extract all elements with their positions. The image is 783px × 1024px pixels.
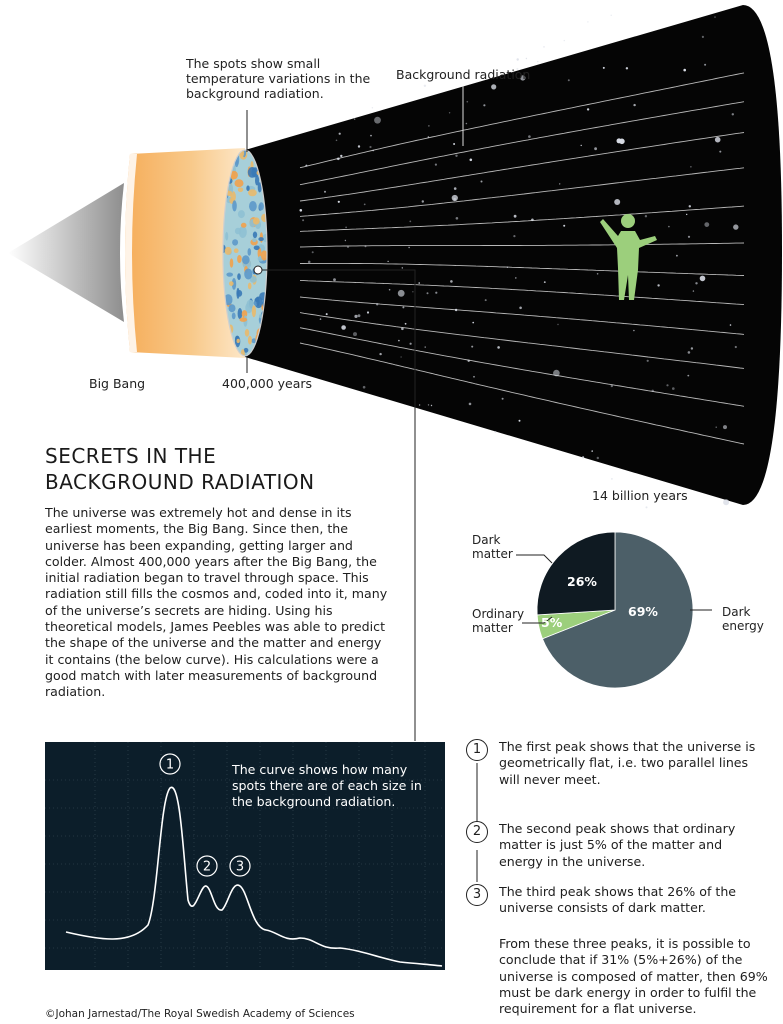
star	[485, 299, 487, 301]
years-14b-label: 14 billion years	[592, 488, 688, 503]
star	[455, 309, 457, 311]
star	[691, 347, 693, 349]
star	[688, 236, 690, 238]
star	[507, 267, 508, 268]
star	[633, 330, 635, 332]
star	[676, 255, 678, 257]
star	[591, 450, 593, 452]
star	[687, 375, 689, 377]
temperature-spot	[242, 255, 250, 264]
star	[700, 276, 706, 282]
star	[347, 247, 348, 248]
star	[688, 351, 691, 354]
pie-value-ordinary-matter: 5%	[541, 615, 563, 630]
star	[419, 404, 420, 405]
star	[732, 113, 734, 115]
temperature-spot	[232, 313, 236, 320]
temperature-spot	[240, 318, 248, 322]
star	[597, 273, 599, 275]
star	[337, 158, 340, 161]
star	[683, 69, 686, 72]
star	[424, 85, 426, 87]
star	[581, 145, 582, 146]
star	[689, 205, 691, 207]
star	[668, 226, 670, 228]
star	[652, 390, 654, 392]
star	[388, 261, 389, 262]
peak-number-3: 3	[466, 884, 488, 906]
star	[302, 219, 304, 221]
star	[526, 58, 527, 59]
peak-text-1: The first peak shows that the universe is geometrically flat, i.e. two parallel lines will never meet.	[499, 739, 756, 787]
star	[470, 159, 473, 162]
star	[626, 67, 628, 69]
intro-paragraph: The universe was extremely hot and dense in its earliest moments, the Big Bang. Since then, the universe has been expanding, getting larger and colder. Almost 400,000 years after the Big Bang, the initial radiation began to travel through space. This radiation still fills the cosmos and, coded into it, many of the universe’s secrets are hiding. Using his theoretical models, James Peebles was able to predict the shape of the universe and the matter and energy it contains (the below curve). His calculations were a good match with later measurements of background radiation.	[45, 505, 388, 700]
star	[452, 195, 458, 201]
star	[719, 151, 721, 153]
temperature-spot	[248, 336, 252, 345]
star	[305, 165, 307, 167]
star	[398, 340, 400, 342]
star	[408, 247, 409, 248]
star	[515, 277, 517, 279]
temperature-spot	[259, 202, 264, 210]
star	[398, 290, 405, 297]
star	[369, 146, 371, 148]
star	[704, 222, 709, 227]
star	[519, 307, 522, 310]
star	[614, 199, 620, 205]
star	[544, 281, 546, 283]
star	[469, 403, 472, 406]
star	[587, 21, 588, 22]
star	[466, 123, 468, 125]
temperature-spot	[234, 248, 239, 253]
big-bang-cone	[8, 183, 124, 322]
star	[367, 311, 369, 313]
star	[611, 478, 613, 480]
star	[553, 370, 560, 377]
curve-note: The curve shows how many spots there are of each size in the background radiation.	[232, 762, 422, 809]
star	[723, 425, 727, 429]
star	[425, 346, 426, 347]
star	[519, 420, 521, 422]
star	[543, 46, 545, 48]
star	[312, 251, 314, 253]
star	[374, 117, 381, 124]
star	[418, 282, 420, 284]
star	[564, 40, 565, 41]
star	[456, 217, 459, 220]
star	[450, 280, 453, 283]
star	[633, 104, 635, 106]
star	[528, 135, 531, 138]
star	[594, 147, 597, 150]
title-line-1: SECRETS IN THE	[45, 444, 217, 468]
star	[308, 261, 311, 264]
star	[686, 214, 687, 215]
star	[372, 107, 373, 108]
star	[402, 267, 403, 268]
star	[435, 164, 437, 166]
star	[336, 140, 338, 142]
pie-label-dark-matter: Dark matter	[472, 533, 513, 561]
temperature-spot	[252, 238, 257, 242]
peak-number-2: 2	[466, 821, 488, 843]
temperature-spot	[248, 283, 252, 290]
star	[513, 235, 515, 237]
temperature-spot	[241, 223, 247, 228]
star	[468, 360, 470, 362]
temperature-spot	[258, 237, 263, 241]
temperature-spot	[254, 246, 260, 251]
star	[363, 386, 366, 389]
peak-marker-label: 3	[235, 859, 245, 875]
star	[695, 282, 697, 284]
star	[723, 499, 729, 505]
star	[376, 303, 378, 305]
star	[690, 166, 692, 168]
temperature-spot	[238, 210, 245, 218]
star	[410, 343, 412, 345]
star	[428, 125, 429, 126]
star	[326, 313, 328, 315]
star	[449, 112, 450, 113]
temperature-spot	[237, 339, 240, 343]
star	[735, 346, 737, 348]
star	[502, 398, 504, 400]
star	[333, 278, 336, 281]
star	[537, 61, 538, 62]
pie-label-ordinary-matter: Ordinary matter	[472, 607, 525, 635]
star	[401, 328, 404, 331]
star	[491, 84, 496, 89]
star	[557, 324, 558, 325]
star	[597, 457, 599, 459]
star	[617, 138, 622, 143]
star	[339, 133, 341, 135]
temperature-spot	[252, 305, 256, 317]
big-bang-label: Big Bang	[89, 376, 146, 391]
star	[714, 16, 715, 17]
star	[455, 155, 457, 157]
star	[645, 215, 647, 217]
page-title	[45, 443, 315, 495]
temperature-spot	[253, 232, 257, 239]
temperature-spot	[245, 329, 249, 337]
star	[495, 431, 497, 433]
temperature-spot	[229, 281, 234, 286]
star	[481, 181, 483, 183]
star	[666, 384, 668, 386]
star	[412, 291, 413, 292]
star	[483, 104, 485, 106]
star	[427, 292, 429, 294]
pie-label-dark-energy: Dark energy	[722, 605, 764, 633]
star	[365, 245, 367, 247]
star	[657, 284, 659, 286]
peak-text-3: The third peak shows that 26% of the universe consists of dark matter.	[499, 884, 737, 916]
star	[422, 200, 424, 202]
star	[431, 405, 432, 406]
star	[603, 67, 605, 69]
title-line-2: BACKGROUND RADIATION	[45, 470, 315, 494]
image-credit: ©Johan Jarnestad/The Royal Swedish Academy of Sciences	[45, 1008, 355, 1020]
star	[435, 292, 437, 294]
peak-marker-label: 2	[202, 859, 212, 875]
star	[345, 240, 346, 241]
star	[646, 506, 648, 508]
star	[409, 221, 411, 223]
temperature-spot	[237, 273, 241, 280]
star	[733, 224, 738, 229]
temperature-spot	[253, 217, 260, 224]
star	[345, 227, 347, 229]
temperature-spot	[225, 247, 232, 255]
temperature-spot	[238, 188, 243, 193]
star	[587, 108, 589, 110]
star	[364, 204, 366, 206]
star	[497, 346, 500, 349]
temperature-spot	[249, 201, 257, 211]
pie-value-dark-energy: 69%	[628, 604, 658, 619]
star	[568, 79, 570, 81]
star	[338, 201, 340, 203]
star	[514, 215, 517, 218]
star	[559, 183, 560, 184]
temperature-spot	[229, 304, 236, 312]
universe-composition-pie	[537, 532, 693, 688]
star	[693, 290, 694, 291]
star	[454, 187, 457, 190]
star	[324, 191, 326, 193]
temperature-spot	[232, 239, 238, 245]
temperature-spot	[230, 258, 234, 267]
star	[672, 387, 675, 390]
star	[582, 456, 584, 458]
temperature-spot	[237, 255, 242, 263]
star	[471, 346, 473, 348]
star	[716, 427, 717, 428]
star	[341, 325, 346, 330]
star	[563, 225, 565, 227]
star	[340, 155, 342, 157]
star	[467, 101, 469, 103]
peak-marker-label: 1	[165, 757, 175, 773]
star	[702, 36, 704, 38]
conclusion-paragraph: From these three peaks, it is possible to conclude that if 31% (5%+26%) of the universe is composed of matter, then 69% must be dark energy in order to fulfil the requirement for a flat universe.	[499, 936, 768, 1017]
star	[531, 219, 534, 222]
star	[472, 322, 474, 324]
temperature-spot	[244, 269, 252, 280]
star	[300, 209, 303, 212]
star	[358, 145, 360, 147]
temperature-spot	[235, 179, 244, 187]
star	[730, 324, 732, 326]
star	[647, 360, 649, 362]
temperature-spot	[248, 189, 257, 196]
star	[611, 15, 612, 16]
temperature-spot	[232, 200, 237, 211]
star	[402, 306, 404, 308]
peak-number-1: 1	[466, 739, 488, 761]
star	[405, 323, 407, 325]
pie-value-dark-matter: 26%	[567, 574, 597, 589]
star	[358, 314, 361, 317]
peak-text-2: The second peak shows that ordinary matter is just 5% of the matter and energy in the universe.	[499, 821, 736, 869]
star	[704, 64, 706, 66]
star	[353, 332, 357, 336]
temperature-spot	[246, 185, 249, 191]
star	[428, 136, 430, 138]
temperature-spot	[238, 308, 243, 319]
star	[370, 135, 372, 137]
star	[517, 58, 519, 60]
temperature-spot	[255, 298, 260, 302]
star	[372, 150, 374, 152]
temperature-spot	[235, 228, 241, 235]
star	[611, 385, 613, 387]
temperature-spot	[237, 290, 243, 297]
temperature-spot	[225, 232, 228, 241]
temperature-spot	[226, 273, 233, 277]
star	[715, 137, 721, 143]
temperature-spot	[248, 167, 257, 178]
star	[320, 318, 322, 320]
star	[453, 143, 455, 145]
background-radiation-label: Background radiation	[396, 67, 531, 82]
years-400k-label: 400,000 years	[222, 376, 313, 391]
star	[428, 404, 429, 405]
temperature-spot	[255, 175, 259, 185]
star	[473, 376, 475, 378]
star	[379, 353, 381, 355]
star	[401, 356, 402, 357]
star	[354, 315, 357, 318]
spots-label: The spots show small temperature variations in the background radiation.	[186, 56, 371, 101]
star	[354, 119, 355, 120]
star	[389, 289, 391, 291]
temperature-spot	[248, 248, 252, 256]
